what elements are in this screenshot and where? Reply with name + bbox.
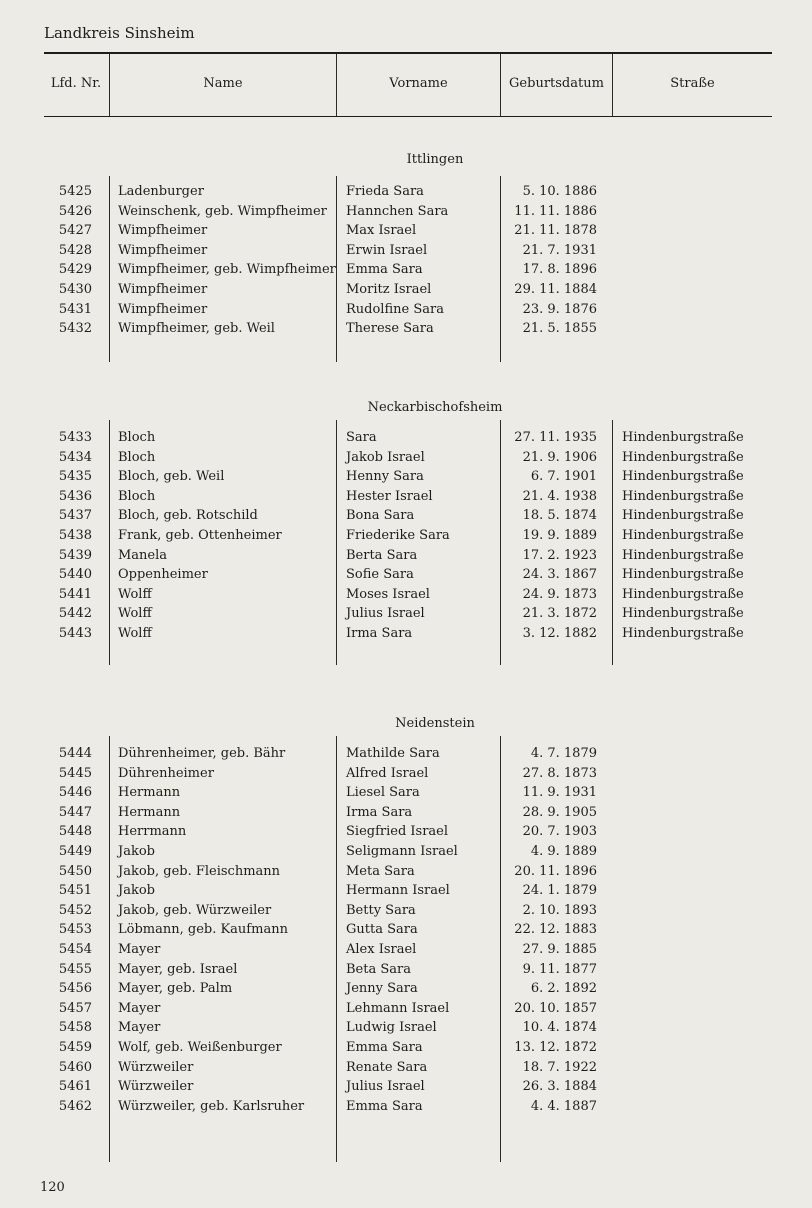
entry-number: 5434	[58, 449, 92, 465]
entry-street: Hindenburgstraße	[622, 528, 744, 543]
entry-number: 5439	[58, 547, 92, 563]
entry-first-name: Emma Sara	[346, 262, 423, 278]
table-row	[0, 803, 812, 823]
table-row	[0, 506, 812, 526]
entry-number: 5431	[58, 301, 92, 317]
entry-name: Würzweiler, geb. Karlsruher	[118, 1098, 305, 1114]
entry-name: Hermann	[118, 804, 181, 820]
entry-birth-date: 22. 12. 1883	[514, 922, 597, 938]
entry-first-name: Hermann Israel	[346, 883, 450, 899]
entry-first-name: Gutta Sara	[346, 922, 418, 938]
entry-first-name: Liesel Sara	[346, 785, 420, 801]
table-row	[0, 1097, 812, 1117]
entry-number: 5440	[58, 567, 92, 583]
entry-name: Wolff	[118, 626, 152, 641]
entry-name: Mayer, geb. Palm	[118, 981, 233, 997]
table-row	[0, 940, 812, 960]
entry-birth-date: 19. 9. 1889	[522, 528, 597, 543]
entry-first-name: Betty Sara	[346, 902, 416, 918]
table-row	[0, 487, 812, 507]
entry-birth-date: 24. 1. 1879	[522, 883, 597, 899]
entry-name: Oppenheimer	[118, 567, 208, 583]
entry-first-name: Jenny Sara	[346, 981, 418, 997]
entry-number: 5445	[58, 765, 92, 781]
entry-name: Frank, geb. Ottenheimer	[118, 528, 282, 543]
entry-first-name: Julius Israel	[346, 1079, 425, 1095]
entry-name: Bloch	[118, 488, 156, 504]
entry-name: Wolff	[118, 586, 152, 602]
table-row	[0, 960, 812, 980]
column-header-name: Name	[203, 76, 243, 91]
section-title: Ittlingen	[406, 152, 464, 167]
entry-first-name: Rudolfine Sara	[346, 301, 444, 317]
entry-number: 5438	[58, 528, 92, 543]
column-header-vorname: Vorname	[389, 76, 448, 91]
page-number: 120	[40, 1180, 65, 1195]
entry-birth-date: 3. 12. 1882	[522, 626, 597, 641]
entry-name: Wolf, geb. Weißenburger	[118, 1040, 282, 1055]
table-row	[0, 604, 812, 624]
table-row	[0, 862, 812, 882]
entry-street: Hindenburgstraße	[622, 586, 744, 602]
entry-name: Bloch	[118, 430, 156, 445]
entry-first-name: Hannchen Sara	[346, 203, 449, 219]
entry-number: 5456	[58, 981, 92, 997]
entry-street: Hindenburgstraße	[622, 606, 744, 622]
entry-birth-date: 11. 9. 1931	[522, 785, 597, 801]
entry-name: Weinschenk, geb. Wimpfheimer	[118, 203, 327, 219]
entry-street: Hindenburgstraße	[622, 430, 744, 445]
entry-number: 5462	[58, 1098, 92, 1114]
entry-birth-date: 21. 7. 1931	[522, 242, 597, 258]
table-row	[0, 901, 812, 921]
table-row	[0, 546, 812, 566]
entry-first-name: Friederike Sara	[346, 528, 450, 543]
entry-street: Hindenburgstraße	[622, 488, 744, 504]
entry-number: 5460	[58, 1059, 92, 1075]
entry-first-name: Ludwig Israel	[346, 1020, 437, 1036]
table-row	[0, 221, 812, 241]
entry-name: Mayer, geb. Israel	[118, 961, 238, 977]
entry-first-name: Henny Sara	[346, 469, 424, 485]
entry-name: Herrmann	[118, 824, 187, 840]
entry-number: 5452	[58, 902, 92, 918]
entry-street: Hindenburgstraße	[622, 547, 744, 563]
entry-birth-date: 24. 9. 1873	[522, 586, 597, 602]
entry-name: Dührenheimer, geb. Bähr	[118, 746, 286, 761]
entry-name: Jakob, geb. Würzweiler	[118, 902, 272, 918]
table-row	[0, 842, 812, 862]
entry-street: Hindenburgstraße	[622, 508, 744, 524]
table-row	[0, 467, 812, 487]
entry-birth-date: 21. 5. 1855	[522, 321, 597, 337]
entry-number: 5446	[58, 785, 92, 801]
entry-number: 5428	[58, 242, 92, 258]
entry-birth-date: 27. 11. 1935	[514, 430, 597, 445]
entry-birth-date: 2. 10. 1893	[522, 902, 597, 918]
page-title: Landkreis Sinsheim	[44, 24, 195, 42]
entry-name: Löbmann, geb. Kaufmann	[118, 922, 288, 938]
entry-name: Wimpfheimer	[118, 242, 208, 258]
entry-first-name: Beta Sara	[346, 961, 411, 977]
entry-first-name: Moritz Israel	[346, 282, 432, 297]
entry-first-name: Sara	[346, 430, 377, 445]
entry-birth-date: 17. 2. 1923	[522, 547, 597, 563]
table-row	[0, 1058, 812, 1078]
entry-first-name: Erwin Israel	[346, 242, 428, 258]
entry-name: Würzweiler	[118, 1059, 194, 1075]
entry-name: Hermann	[118, 785, 181, 801]
entry-birth-date: 21. 3. 1872	[522, 606, 597, 622]
entry-first-name: Moses Israel	[346, 586, 430, 602]
table-row	[0, 585, 812, 605]
column-header-nr: Lfd. Nr.	[50, 76, 102, 91]
section-title: Neidenstein	[395, 716, 475, 731]
entry-number: 5448	[58, 824, 92, 840]
entry-first-name: Emma Sara	[346, 1098, 423, 1114]
table-row	[0, 319, 812, 339]
entry-first-name: Seligmann Israel	[346, 844, 458, 859]
entry-birth-date: 18. 7. 1922	[522, 1059, 597, 1075]
entry-first-name: Renate Sara	[346, 1059, 428, 1075]
entry-number: 5433	[58, 430, 92, 445]
entry-birth-date: 6. 2. 1892	[530, 981, 597, 997]
table-row	[0, 822, 812, 842]
entry-number: 5437	[58, 508, 92, 524]
header-top-rule	[44, 52, 772, 54]
table-row	[0, 300, 812, 320]
entry-first-name: Irma Sara	[346, 804, 413, 820]
entry-street: Hindenburgstraße	[622, 626, 744, 641]
entry-number: 5457	[58, 1000, 92, 1016]
entry-birth-date: 9. 11. 1877	[522, 961, 597, 977]
entry-number: 5451	[58, 883, 92, 899]
entry-first-name: Berta Sara	[346, 547, 418, 563]
entry-name: Manela	[118, 547, 168, 563]
entry-first-name: Hester Israel	[346, 488, 433, 504]
entry-birth-date: 21. 11. 1878	[514, 223, 597, 239]
entry-birth-date: 18. 5. 1874	[522, 508, 597, 524]
entry-birth-date: 13. 12. 1872	[514, 1040, 597, 1055]
entry-name: Jakob	[118, 844, 155, 859]
table-row	[0, 979, 812, 999]
table-row	[0, 526, 812, 546]
table-row	[0, 241, 812, 261]
entry-birth-date: 21. 4. 1938	[522, 488, 597, 504]
table-row	[0, 624, 812, 644]
entry-number: 5441	[58, 586, 92, 602]
table-row	[0, 202, 812, 222]
entry-number: 5461	[58, 1079, 92, 1095]
entry-name: Wimpfheimer, geb. Weil	[118, 321, 275, 337]
entry-first-name: Therese Sara	[346, 321, 434, 337]
entry-name: Bloch, geb. Rotschild	[118, 508, 258, 524]
table-row	[0, 1018, 812, 1038]
entry-first-name: Siegfried Israel	[346, 824, 449, 840]
entry-name: Würzweiler	[118, 1079, 194, 1095]
entry-number: 5430	[58, 282, 92, 297]
entry-number: 5435	[58, 469, 92, 485]
table-row	[0, 1077, 812, 1097]
entry-first-name: Mathilde Sara	[346, 746, 440, 761]
entry-birth-date: 6. 7. 1901	[530, 469, 597, 485]
entry-first-name: Jakob Israel	[346, 449, 425, 465]
entry-name: Wimpfheimer	[118, 282, 208, 297]
table-row	[0, 764, 812, 784]
table-row	[0, 881, 812, 901]
entry-name: Mayer	[118, 942, 161, 957]
table-row	[0, 920, 812, 940]
entry-number: 5447	[58, 804, 92, 820]
entry-number: 5459	[58, 1040, 92, 1055]
entry-name: Wimpfheimer	[118, 223, 208, 239]
entry-number: 5450	[58, 863, 92, 879]
table-row	[0, 428, 812, 448]
entry-street: Hindenburgstraße	[622, 469, 744, 485]
entry-name: Bloch, geb. Weil	[118, 469, 225, 485]
entry-birth-date: 20. 11. 1896	[514, 863, 597, 879]
entry-birth-date: 20. 10. 1857	[514, 1000, 597, 1016]
entry-first-name: Emma Sara	[346, 1040, 423, 1055]
entry-first-name: Bona Sara	[346, 508, 415, 524]
entry-birth-date: 4. 4. 1887	[530, 1098, 597, 1114]
table-row	[0, 783, 812, 803]
entry-birth-date: 21. 9. 1906	[522, 449, 597, 465]
entry-first-name: Alfred Israel	[346, 765, 429, 781]
entry-name: Jakob, geb. Fleischmann	[118, 863, 281, 879]
entry-birth-date: 10. 4. 1874	[522, 1020, 597, 1036]
entry-first-name: Julius Israel	[346, 606, 425, 622]
entry-birth-date: 23. 9. 1876	[522, 301, 597, 317]
entry-first-name: Sofie Sara	[346, 567, 414, 583]
entry-name: Ladenburger	[118, 184, 204, 199]
entry-number: 5432	[58, 321, 92, 337]
entry-name: Wimpfheimer, geb. Wimpfheimer	[118, 262, 336, 278]
entry-name: Mayer	[118, 1020, 161, 1036]
entry-birth-date: 4. 9. 1889	[530, 844, 597, 859]
entry-name: Wimpfheimer	[118, 301, 208, 317]
entry-first-name: Max Israel	[346, 223, 417, 239]
entry-birth-date: 24. 3. 1867	[522, 567, 597, 583]
entry-birth-date: 20. 7. 1903	[522, 824, 597, 840]
entry-first-name: Lehmann Israel	[346, 1000, 450, 1016]
entry-name: Dührenheimer	[118, 765, 214, 781]
entry-birth-date: 26. 3. 1884	[522, 1079, 597, 1095]
header-bottom-rule	[44, 116, 772, 117]
entry-birth-date: 28. 9. 1905	[522, 804, 597, 820]
table-row	[0, 565, 812, 585]
entry-number: 5444	[58, 746, 92, 761]
entry-first-name: Alex Israel	[346, 942, 417, 957]
entry-birth-date: 4. 7. 1879	[530, 746, 597, 761]
table-row	[0, 260, 812, 280]
entry-number: 5425	[58, 184, 92, 199]
entry-first-name: Irma Sara	[346, 626, 413, 641]
entry-first-name: Meta Sara	[346, 863, 415, 879]
entry-number: 5453	[58, 922, 92, 938]
entry-name: Wolff	[118, 606, 152, 622]
entry-name: Bloch	[118, 449, 156, 465]
entry-birth-date: 11. 11. 1886	[514, 203, 597, 219]
entry-street: Hindenburgstraße	[622, 567, 744, 583]
table-row	[0, 182, 812, 202]
entry-number: 5429	[58, 262, 92, 278]
entry-number: 5442	[58, 606, 92, 622]
section-title: Neckarbischofsheim	[367, 400, 503, 415]
entry-name: Mayer	[118, 1000, 161, 1016]
entry-birth-date: 5. 10. 1886	[522, 184, 597, 199]
table-row	[0, 999, 812, 1019]
entry-number: 5443	[58, 626, 92, 641]
table-row	[0, 744, 812, 764]
entry-number: 5427	[58, 223, 92, 239]
entry-first-name: Frieda Sara	[346, 184, 424, 199]
entry-street: Hindenburgstraße	[622, 449, 744, 465]
entry-number: 5454	[58, 942, 92, 957]
entry-birth-date: 17. 8. 1896	[522, 262, 597, 278]
entry-number: 5458	[58, 1020, 92, 1036]
column-header-geburtsdatum: Geburtsdatum	[509, 76, 604, 91]
entry-number: 5426	[58, 203, 92, 219]
table-row	[0, 280, 812, 300]
entry-number: 5455	[58, 961, 92, 977]
column-header-strasse: Straße	[670, 76, 715, 91]
table-row	[0, 1038, 812, 1058]
entry-birth-date: 29. 11. 1884	[514, 282, 597, 297]
entry-birth-date: 27. 8. 1873	[522, 765, 597, 781]
entry-number: 5436	[58, 488, 92, 504]
table-row	[0, 448, 812, 468]
entry-birth-date: 27. 9. 1885	[522, 942, 597, 957]
entry-name: Jakob	[118, 883, 155, 899]
entry-number: 5449	[58, 844, 92, 859]
